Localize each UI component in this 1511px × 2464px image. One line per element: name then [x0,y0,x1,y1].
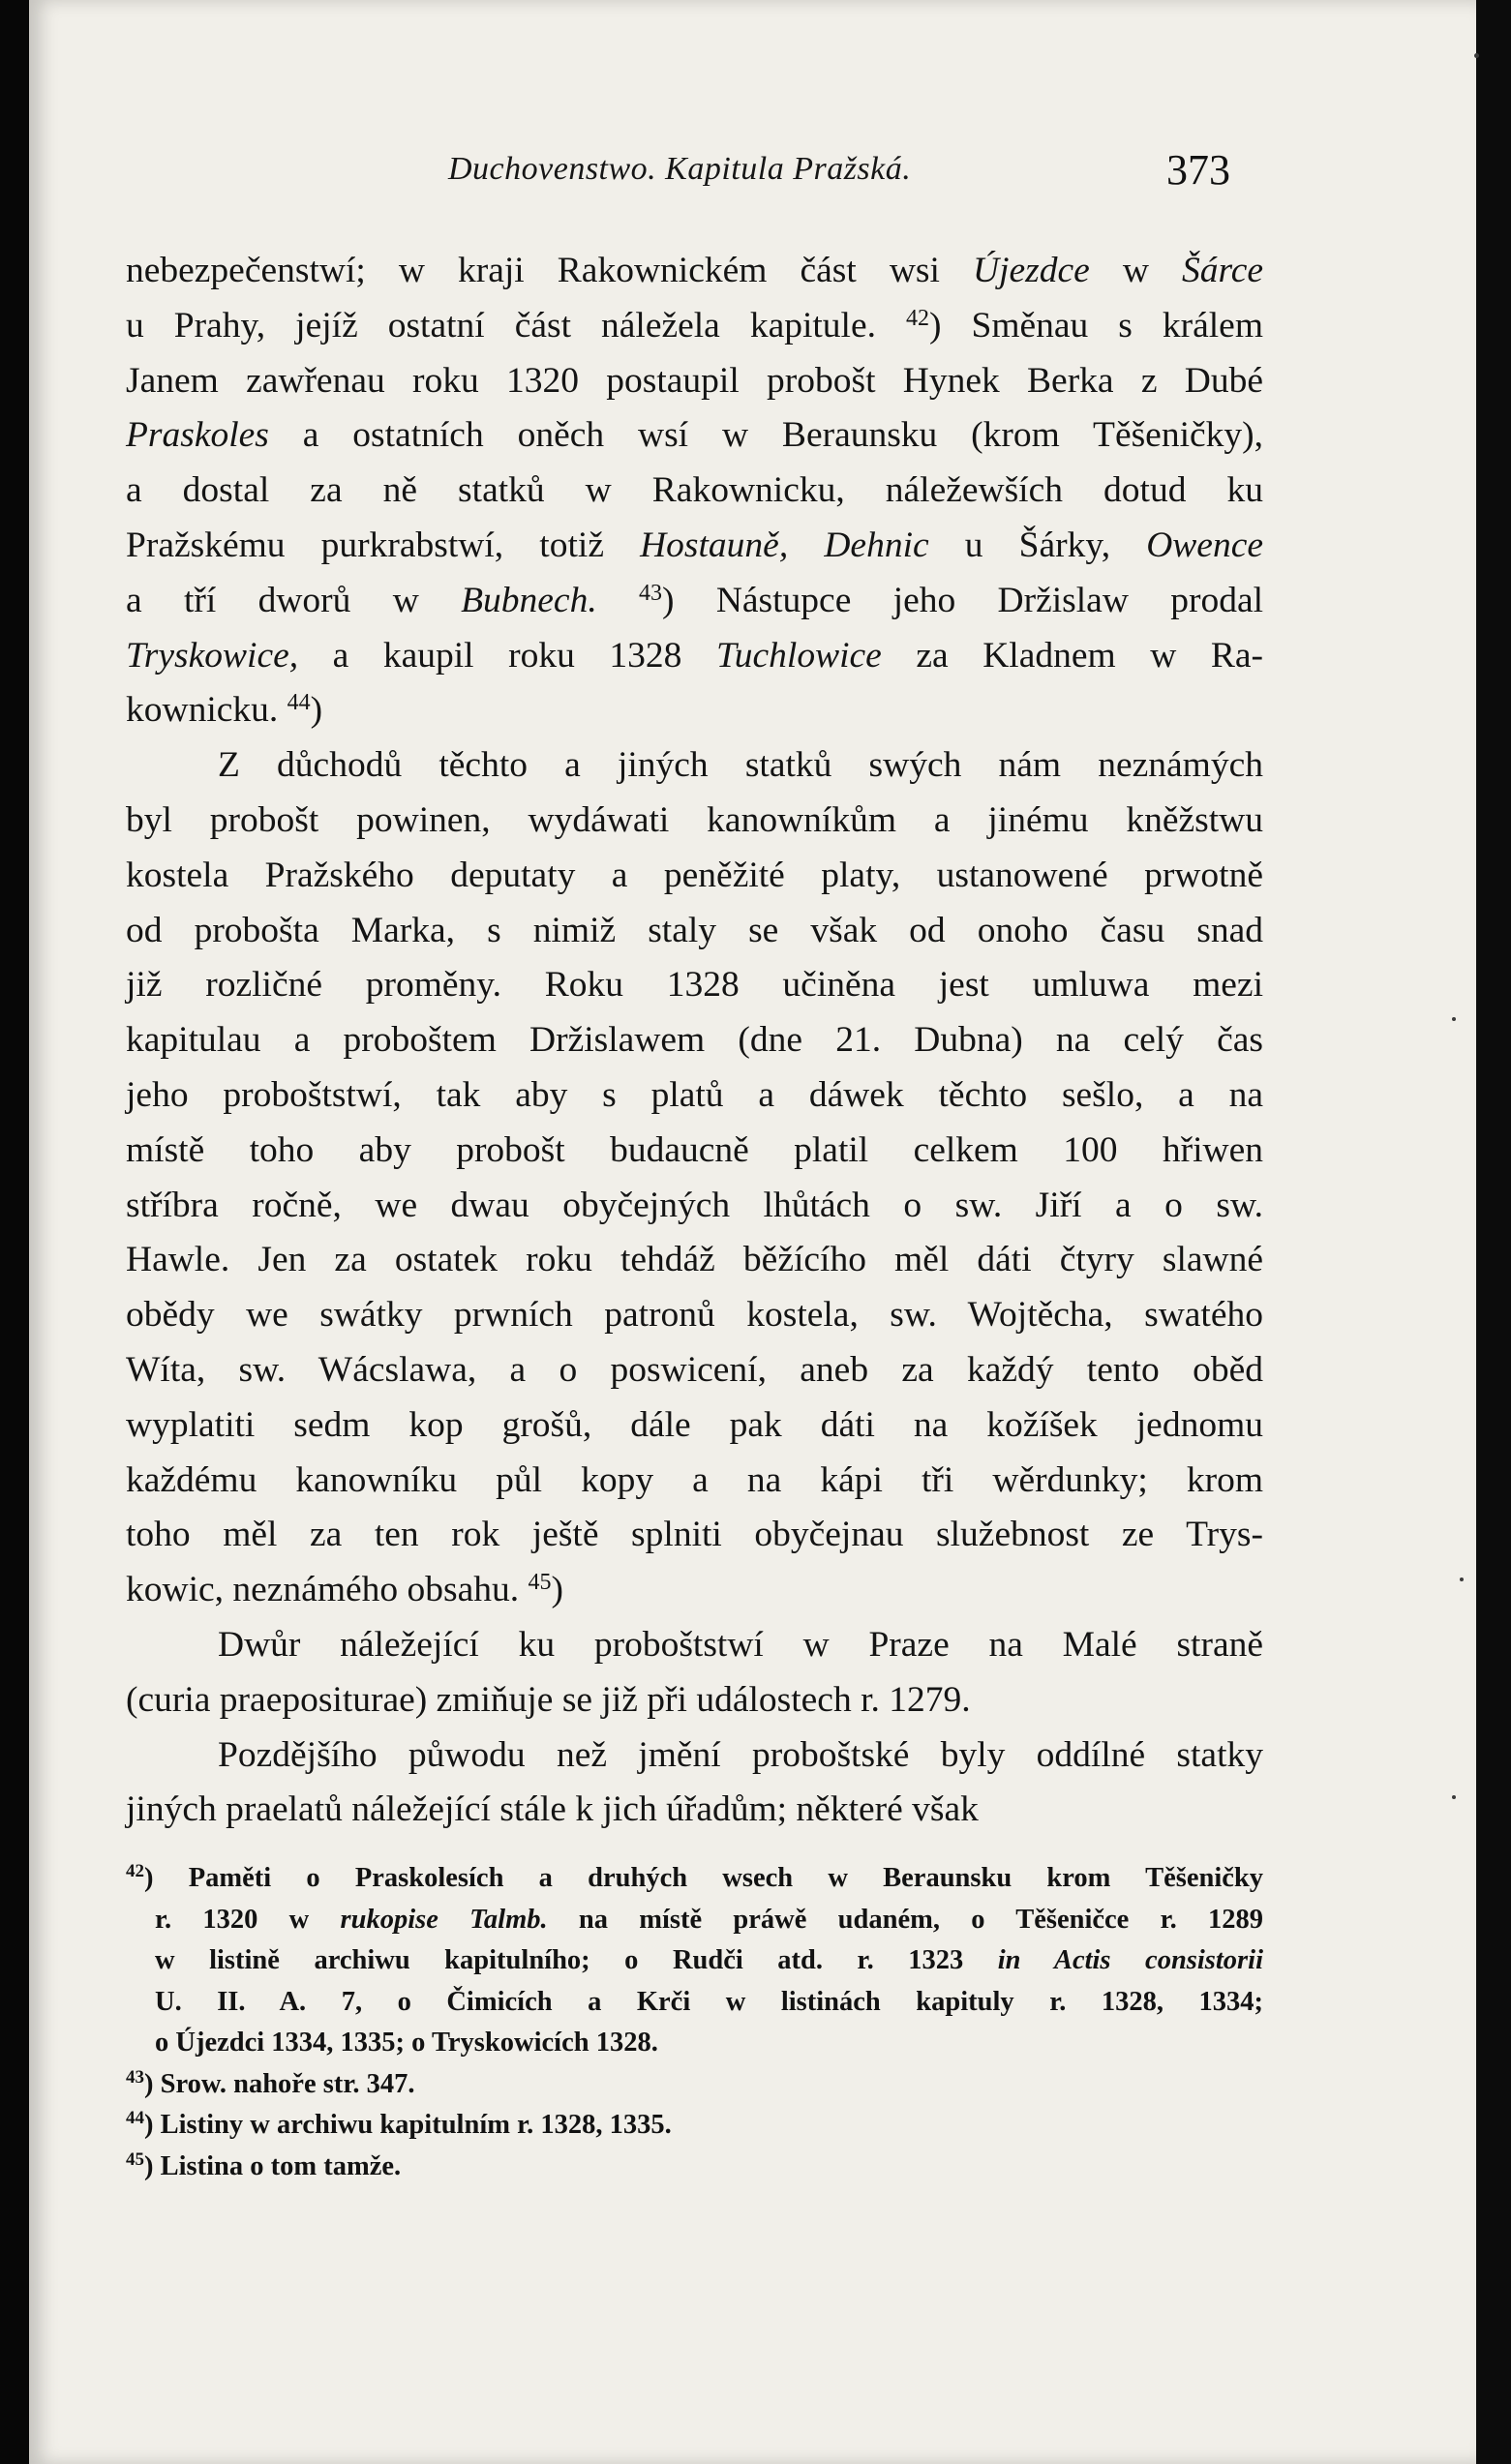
page-number: 373 [1166,146,1230,194]
text-line: jiných praelatů náležející stále k jich úřadům; některé však [126,1789,979,1830]
text-line: toho měl za ten rok ještě splniti obyčejnau služebnost ze Trys- [126,1515,1263,1555]
text-line: byl probošt powinen, wydáwati kanowníkům a jinému kněžstwu [126,799,1263,840]
running-title: Duchovenstwo. Kapitula Pražská. [448,151,912,187]
italic-text: Praskoles [126,415,269,456]
footnote-line: w listině archiwu kapitulního; o Rudči atd. r. 1323 in Actis consistorii [155,1945,1263,1975]
text-line: místě toho aby probošt budaucně platil celkem 100 hřiwen [126,1129,1263,1170]
text-line: Tryskowice, a kaupil roku 1328 Tuchlowice za Kladnem w Ra- [126,635,1263,676]
text-line: a tří dworů w Bubnech. $^{43}$) Nástupce jeho Držislaw prodal [126,580,1264,620]
footnote-line: $^{44}$) Listiny w archiwu kapitulním r. 1328, 1335. [126,2108,672,2140]
text-line: Z důchodů těchto a jiných statků swých nám neznámých [218,745,1263,786]
book-page [29,0,1476,2464]
body-text [126,244,1263,1838]
footnote-marker: 43 [639,580,663,606]
text-line: obědy we swátky prwních patronů kostela, sw. Wojtěcha, swatého [126,1295,1263,1336]
footnote-marker: 43 [126,2066,144,2088]
italic-text: rukopise Talmb. [340,1904,548,1935]
scan-left-edge [0,0,29,2464]
footnote-marker: 44 [126,2108,144,2128]
text-line: kapitulau a proboštem Držislawem (dne 21. Dubna) na celý čas [126,1020,1263,1061]
text-line: již rozličné proměny. Roku 1328 učiněna jest umluwa mezi [126,965,1263,1006]
scan-speck [1460,1578,1464,1581]
footnote-line: $^{43}$) Srow. nahoře str. 347. [126,2066,415,2099]
footnote-line: U. II. A. 7, o Čimicích a Krči w listinách kapituly r. 1328, 1334; [155,1986,1263,2017]
text-line: od probošta Marka, s nimiž staly se však od onoho času snad [126,910,1263,950]
text-line: Dwůr náležející ku proboštstwí w Praze na Malé straně [218,1624,1263,1665]
text-line: Wíta, sw. Wácslawa, a o poswicení, aneb za každý tento oběd [126,1349,1263,1390]
page-header [29,145,1476,203]
text-line: stříbra ročně, we dwau obyčejných lhůtách o sw. Jiří a o sw. [126,1185,1263,1225]
text-line: a dostal za ně statků w Rakownicku, náležewších dotud ku [126,470,1263,511]
italic-text: in Actis consistorii [997,1945,1263,1975]
scan-speck [1452,1017,1456,1021]
scan-speck [1474,53,1479,58]
footnote-line: o Újezdci 1334, 1335; o Tryskowicích 1328. [155,2028,658,2058]
footnote-line: $^{45}$) Listina o tom tamže. [126,2148,402,2181]
italic-text: Bubnech. [461,580,597,620]
italic-text: Tryskowice, [126,635,299,676]
text-line: kostela Pražského deputaty a peněžité platy, ustanowené prwotně [126,855,1263,895]
text-line: Pražskému purkrabstwí, totiž Hostauně, Dehnic u Šárky, Owence [126,525,1263,565]
footnote-marker: 45 [528,1570,552,1596]
scan-speck [1452,1795,1456,1799]
text-line: každému kanowníku půl kopy a na kápi tři wěrdunky; krom [126,1459,1263,1500]
text-line: jeho proboštstwí, tak aby s platů a dáwek těchto sešlo, a na [126,1074,1263,1115]
footnote-marker: 44 [287,690,311,716]
text-line: Janem zawřenau roku 1320 postaupil probošt Hynek Berka z Dubé [126,360,1263,401]
text-line: Hawle. Jen za ostatek roku tehdáž běžícího měl dáti čtyry slawné [126,1240,1263,1280]
text-line: kownicku. $^{44}$) [126,690,323,731]
footnote-marker: 42 [905,305,929,331]
italic-text: Owence [1146,525,1263,565]
italic-text: Újezdce [973,251,1090,290]
text-line: (curia praepositurae) zmiňuje se již při událostech r. 1279. [126,1679,971,1720]
text-line: Praskoles a ostatních oněch wsí w Beraunsku (krom Těšeničky), [126,415,1263,456]
text-line: wyplatiti sedm kop grošů, dále pak dáti na kožíšek jednomu [126,1404,1263,1445]
text-line: nebezpečenstwí; w kraji Rakownickém část wsi Újezdce w Šárce [126,251,1263,290]
footnote-marker: 42 [126,1861,144,1881]
text-line: Pozdějšího půwodu než jmění proboštské byly oddílné statky [218,1734,1263,1775]
text-line: kowic, neznámého obsahu. $^{45}$) [126,1570,564,1610]
footnote-line: r. 1320 w rukopise Talmb. na místě práwě udaném, o Těšeničce r. 1289 [155,1904,1263,1935]
italic-text: Hostauně, Dehnic [640,525,929,565]
italic-text: Šárce [1182,251,1263,290]
italic-text: Tuchlowice [715,635,882,676]
text-line: u Prahy, jejíž ostatní část náležela kapitule. $^{42}$) Směnau s králem [126,305,1263,346]
footnotes [126,1858,1263,2187]
footnote-marker: 45 [126,2148,144,2170]
footnote-line: $^{42}$) Paměti o Praskolesích a druhých wsech w Beraunsku krom Těšeničky [126,1861,1263,1893]
